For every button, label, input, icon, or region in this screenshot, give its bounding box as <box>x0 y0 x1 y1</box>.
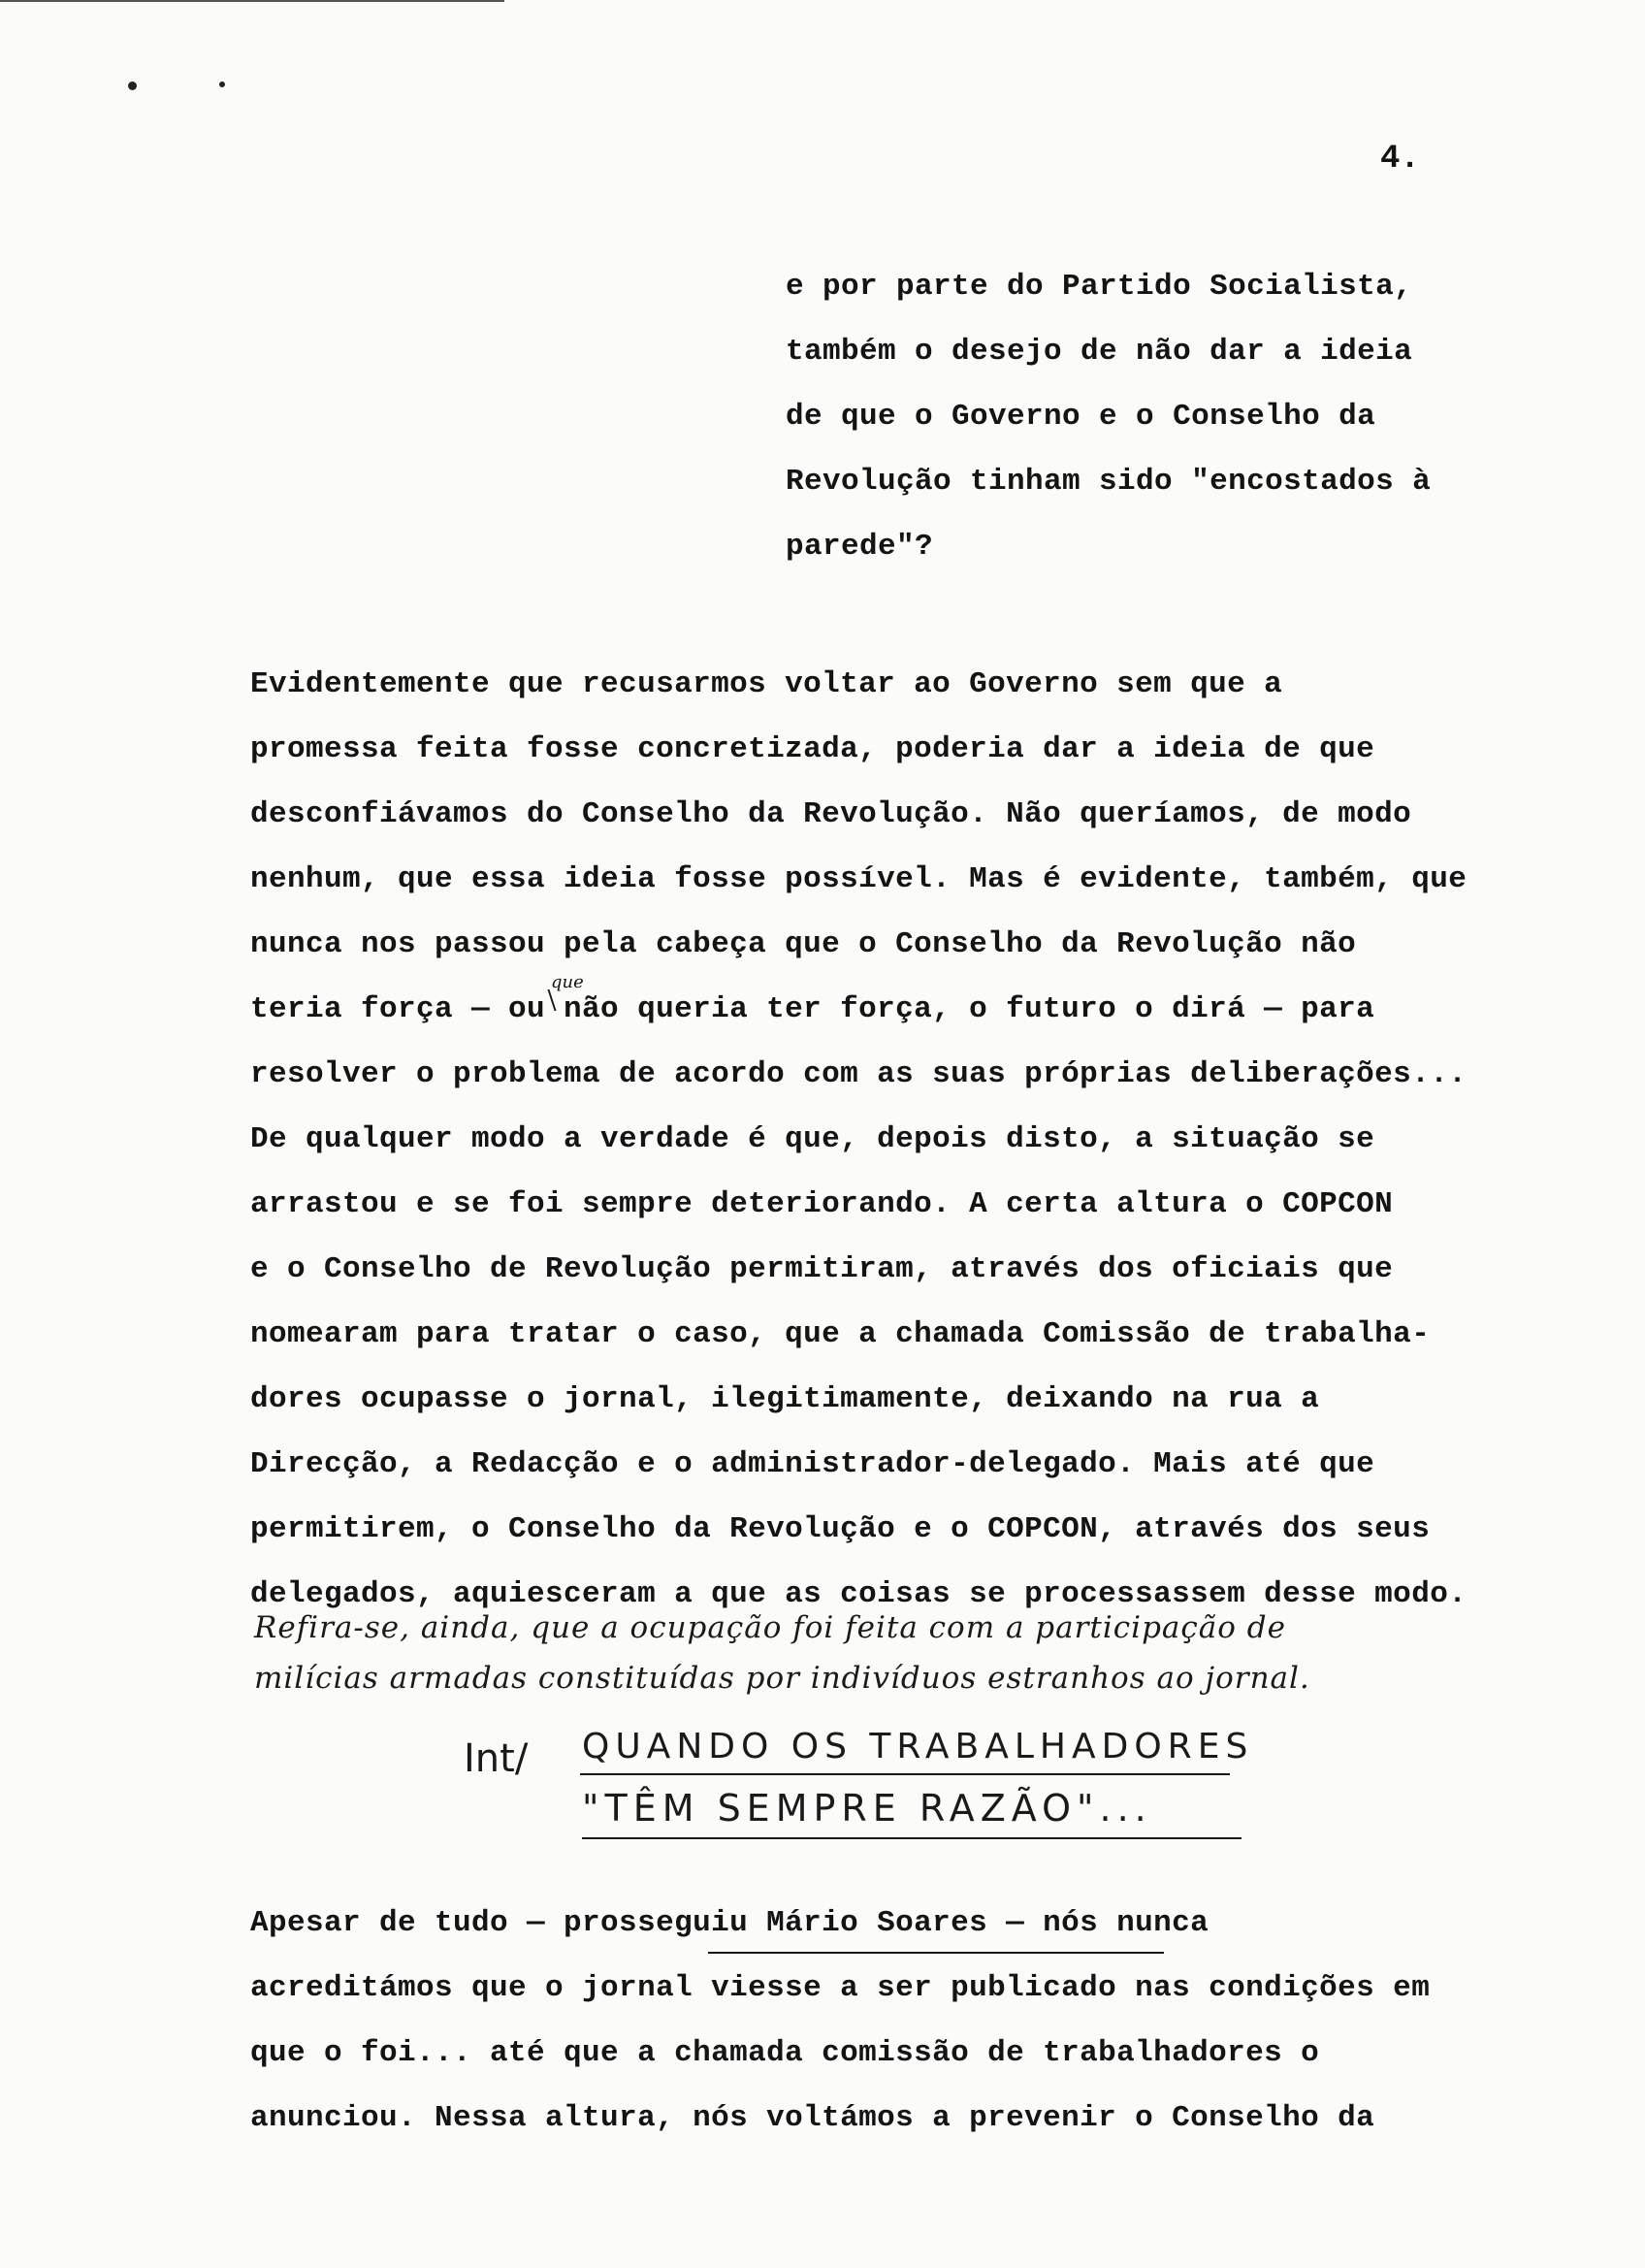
scan-speck <box>219 81 225 87</box>
text-line: Direcção, a Redacção e o administrador-delegado. Mais até que <box>250 1447 1375 1481</box>
text-line: de que o Governo e o Conselho da <box>786 400 1376 434</box>
handwritten-margin-mark: Int/ <box>464 1736 529 1781</box>
scan-speck <box>128 81 137 90</box>
text-line: nenhum, que essa ideia fosse possível. Mas é evidente, também, que <box>250 862 1468 896</box>
text-line: parede"? <box>786 530 934 564</box>
text-line: De qualquer modo a verdade é que, depois disto, a situação se <box>250 1122 1375 1156</box>
text-line: e o Conselho de Revolução permitiram, através dos oficiais que <box>250 1252 1394 1286</box>
text-line: também o desejo de não dar a ideia <box>786 335 1413 369</box>
text-line: promessa feita fosse concretizada, poderia dar a ideia de que <box>250 732 1375 766</box>
text-line: anunciou. Nessa altura, nós voltámos a prevenir o Conselho da <box>250 2101 1375 2135</box>
text-line: Evidentemente que recusarmos voltar ao Governo sem que a <box>250 667 1283 701</box>
handwritten-underline <box>708 1952 1164 1954</box>
text-line: acreditámos que o jornal viesse a ser publicado nas condições em <box>250 1971 1431 2005</box>
handwritten-subheading: "TÊM SEMPRE RAZÃO"... <box>582 1787 1152 1830</box>
handwritten-insertion: que <box>551 972 584 992</box>
text-line: resolver o problema de acordo com as suas próprias deliberações... <box>250 1057 1468 1091</box>
handwritten-note-line: milícias armadas constituídas por indivíduos estranhos ao jornal. <box>254 1661 1310 1696</box>
text-line: e por parte do Partido Socialista, <box>786 270 1413 304</box>
text-line: que o foi... até que a chamada comissão de trabalhadores o <box>250 2036 1320 2070</box>
handwritten-subheading: QUANDO OS TRABALHADORES <box>582 1727 1254 1766</box>
handwritten-note-line: Refira-se, ainda, que a ocupação foi feita com a participação de <box>254 1610 1286 1645</box>
text-line: permitirem, o Conselho da Revolução e o COPCON, através dos seus <box>250 1512 1431 1546</box>
subheading-underline <box>580 1773 1230 1775</box>
text-line: arrastou e se foi sempre deteriorando. A certa altura o COPCON <box>250 1187 1394 1221</box>
text-line: nunca nos passou pela cabeça que o Conselho da Revolução não <box>250 927 1357 961</box>
text-line: desconfiávamos do Conselho da Revolução. Não queríamos, de modo <box>250 797 1412 831</box>
text-line: teria força — ou não queria ter força, o futuro o dirá — para <box>250 992 1375 1026</box>
scan-edge-line <box>0 0 504 2</box>
text-line: delegados, aquiesceram a que as coisas se processassem desse modo. <box>250 1577 1468 1611</box>
subheading-underline <box>582 1837 1242 1839</box>
page-number: 4. <box>1380 141 1420 178</box>
text-line: nomearam para tratar o caso, que a chamada Comissão de trabalha- <box>250 1317 1431 1351</box>
text-line: Revolução tinham sido "encostados à <box>786 465 1432 499</box>
text-line: dores ocupasse o jornal, ilegitimamente, deixando na rua a <box>250 1382 1320 1416</box>
text-line: Apesar de tudo — prosseguiu Mário Soares — nós nunca <box>250 1906 1210 1940</box>
